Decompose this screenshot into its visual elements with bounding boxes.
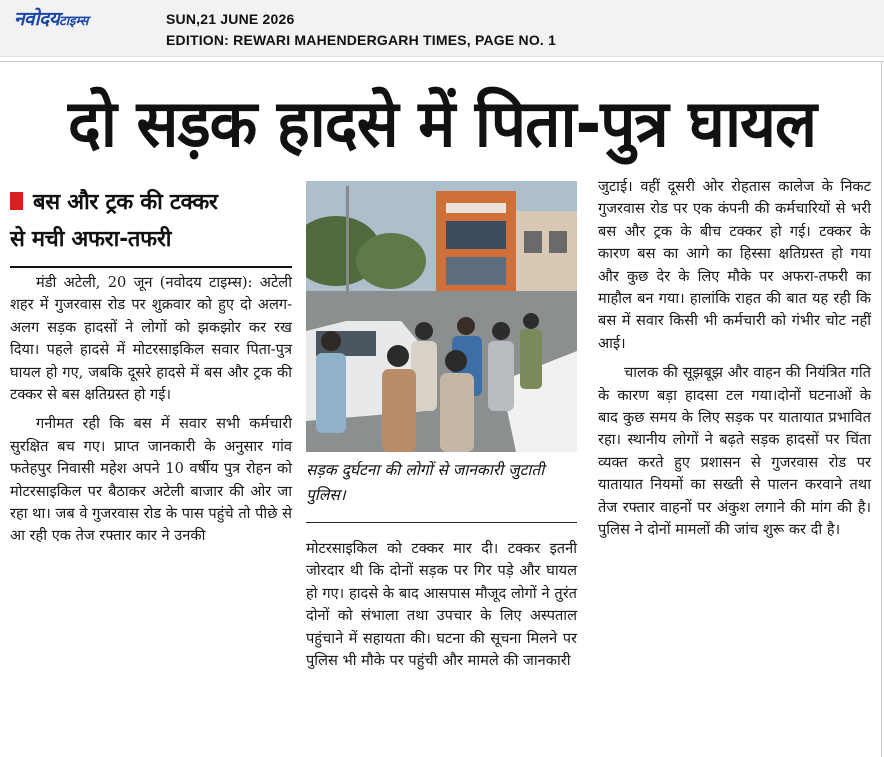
news-photo [306,181,577,452]
edition-info [166,9,556,51]
article-column-3 [598,176,871,542]
article-column-2 [306,538,577,672]
accident-scene-image [306,181,577,452]
column-1-paragraph-2: गनीमत रही कि बस में सवार सभी कर्मचारी सुरक्षित बच गए। प्राप्त जानकारी के अनुसार गांव फतेहपुर निवासी महेश अपने 10 वर्षीय पुत्र रोहन को मोटरसाइकिल पर बैठाकर अटेली बाजार की ओर जा रहा था। जब वे गुजरवास रोड के पास पहुंचे तो पीछे से आ रही एक तेज रफ्तार कार ने उनकी [10,415,292,545]
column-3-paragraph-1: जुटाई। वहीं दूसरी ओर रोहतास कालेज के निकट गुजरवास रोड पर एक कंपनी की कर्मचारियों से भरी बस और ट्रक के बीच टक्कर हो गई। टक्कर के कारण बस का आगे का हिस्सा क्षतिग्रस्त हो गया और कुछ देर के लिए मौके पर अफरा-तफरी का माहौल बन गया। हालांकि राहत की बात यह रही कि बस में सवार किसी भी कर्मचारी को गंभीर चोट नहीं आई। [598,178,871,352]
date-line: SUN,21 JUNE 2026 [166,11,295,27]
red-square-bullet [10,192,23,210]
photo-caption: सड़क दुर्घटना की लोगों से जानकारी जुटाती पुलिस। [306,461,545,504]
subheadline-line-1: बस और ट्रक की टक्कर [33,190,218,215]
edition-line: EDITION: REWARI MAHENDERGARH TIMES, PAGE NO. 1 [166,32,557,48]
article-headline: दो सड़क हादसे में पिता-पुत्र घायल [67,85,817,162]
subheadline-line-2: से मची अफरा-तफरी [10,227,172,252]
logo-main-text: नवोदय [14,8,60,30]
article-column-1 [10,272,292,548]
masthead-bar [0,0,884,57]
newspaper-logo[interactable] [14,10,88,29]
column-2-paragraph-1: मोटरसाइकिल को टक्कर मार दी। टक्कर इतनी जोरदार थी कि दोनों सड़क पर गिर पड़े और घायल हो गए। हादसे के बाद आसपास मौजूद लोगों ने तुरंत दोनों को संभाला तथा उपचार के लिए अस्पताल पहुंचाने में सहायता की। घटना की सूचना मिलने पर पुलिस भी मौके पर पहुंची और मामले की जानकारी [306,540,577,670]
subheadline-divider [10,266,292,268]
logo-sub-text: टाइम्स [59,14,89,29]
column-1-paragraph-1: मंडी अटेली, 20 जून (नवोदय टाइम्स): अटेली शहर में गुजरवास रोड पर शुक्रवार को हुए दो अलग-अलग सड़क हादसों ने लोगों को झकझोर कर रख दिया। पहले हादसे में मोटरसाइकिल सवार पिता-पुत्र घायल हो गए, जबकि दूसरे हादसे में बस और ट्रक की टक्कर से बस क्षतिग्रस्त हो गई। [10,274,292,404]
column-3-paragraph-2: चालक की सूझबूझ और वाहन की नियंत्रित गति के कारण बड़ा हादसा टल गया।दोनों घटनाओं के बाद कुछ समय के लिए सड़क पर यातायात प्रभावित रहा। स्थानीय लोगों ने बढ़ते सड़क हादसों पर चिंता व्यक्त करते हुए प्रशासन से गुजरवास रोड पर यातायात नियमों का सख्ती से पालन करवाने तथा तेज रफ्तार वाहनों पर अंकुश लगाने की मांग की है। पुलिस ने दोनों मामलों की जांच शुरू कर दी है। [598,364,871,539]
caption-divider [306,522,577,523]
article-subheadline [10,184,290,258]
top-divider [0,61,884,62]
